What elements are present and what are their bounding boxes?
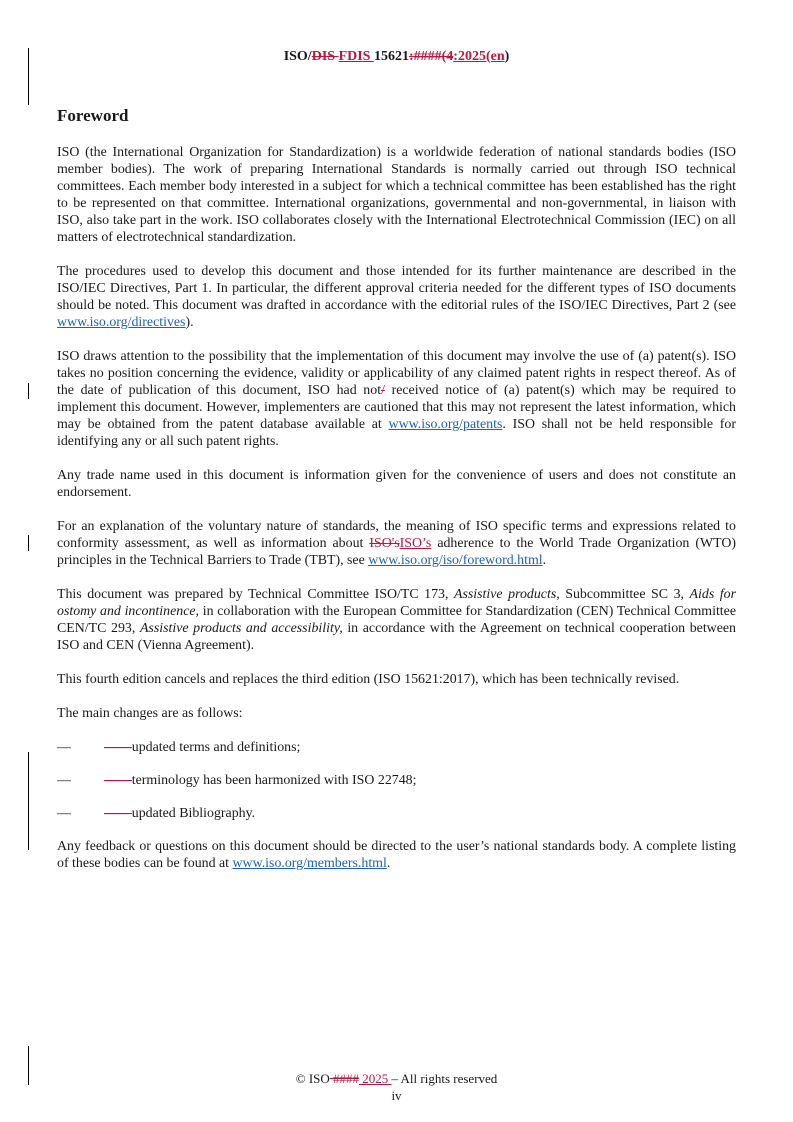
text: – All rights reserved bbox=[391, 1071, 498, 1086]
paragraph: This fourth edition cancels and replaces the third edition (ISO 15621:2017), which has been technically revised. bbox=[57, 672, 680, 687]
italic-text: Assistive products and accessibility, bbox=[139, 621, 343, 636]
list-dash: — bbox=[57, 806, 71, 821]
list-dash: — bbox=[57, 773, 71, 788]
paragraph: Any trade name used in this document is information given for the convenience of users and does not constitute an endorsement. bbox=[57, 468, 736, 500]
header-number: 15621 bbox=[373, 49, 409, 64]
inserted-text: ISO’s bbox=[399, 536, 432, 551]
list-text: updated Bibliography. bbox=[131, 806, 256, 821]
paragraph bbox=[57, 263, 736, 331]
change-bar bbox=[28, 535, 29, 551]
header-pre: ISO/ bbox=[283, 49, 312, 64]
text: For an explanation of the voluntary nature of standards, the meaning of ISO specific terms and expressions related to conformity assessment, as well as information about bbox=[57, 519, 736, 551]
italic-text: Assistive products bbox=[453, 587, 557, 602]
page-footer bbox=[0, 1070, 793, 1104]
members-link[interactable]: www.iso.org/members.html bbox=[232, 856, 387, 871]
deleted-text: #### bbox=[329, 1071, 360, 1086]
page-number: iv bbox=[391, 1088, 402, 1103]
text: in accordance with the Agreement on technical cooperation between ISO and CEN (Vienna Agreement). bbox=[57, 621, 736, 653]
paragraph bbox=[57, 348, 736, 450]
deleted-text: ISO's bbox=[369, 536, 400, 551]
text: adherence to the World Trade Organization (WTO) principles in the Technical Barriers to Trade (TBT), see bbox=[57, 536, 736, 568]
text: , Subcommittee SC 3, bbox=[556, 587, 690, 602]
text: This document was prepared by Technical Committee ISO/TC 173, bbox=[57, 587, 454, 602]
text: © ISO bbox=[295, 1071, 330, 1086]
paragraph bbox=[57, 518, 736, 569]
document-header bbox=[0, 49, 793, 65]
list-text: terminology has been harmonized with ISO 22748; bbox=[131, 773, 417, 788]
list-item bbox=[57, 805, 736, 822]
inserted-text: 2025 bbox=[359, 1071, 392, 1086]
text: ). bbox=[185, 315, 194, 330]
header-post: ) bbox=[504, 49, 510, 64]
paragraph: ISO (the International Organization for Standardization) is a worldwide federation of national standards bodies (ISO member bodies). The work of preparing International Standards is normally carried out through ISO technical committees. Each member body interested in a subject for which a technical committee has been established has the right to be represented on that committee. International organizations, governmental and non-governmental, in liaison with ISO, also take part in the work. ISO collaborates closely with the International Electrotechnical Commission (IEC) on all matters of electrotechnical standardization. bbox=[57, 145, 736, 245]
text: received notice of (a) patent(s) which may be required to implement this document. However, implementers are cautioned that this may not represent the latest information, which may be obtained from the patent database available at bbox=[57, 383, 736, 432]
deleted-text: —— bbox=[104, 740, 132, 755]
list-item bbox=[57, 772, 736, 789]
text: Any feedback or questions on this document should be directed to the user’s national standards body. A complete listing of these bodies can be found at bbox=[57, 839, 736, 871]
deleted-text: —— bbox=[104, 773, 132, 788]
text: . bbox=[542, 553, 547, 568]
inserted-text: FDIS bbox=[338, 49, 374, 64]
list-dash: — bbox=[57, 740, 71, 755]
text: in collaboration with the European Committee for Standardization (CEN) Technical Committee CEN/TC 293, bbox=[57, 604, 736, 636]
deleted-text: DIS bbox=[311, 49, 339, 64]
document-body bbox=[57, 144, 736, 889]
text: . bbox=[386, 856, 391, 871]
paragraph bbox=[57, 838, 736, 872]
page-title: Foreword bbox=[57, 106, 129, 125]
text: ISO draws attention to the possibility that the implementation of this document may involve the use of (a) patent(s). ISO takes no position concerning the evidence, validity or applicability of any claimed patent rights in respect thereof. As of the date of publication of this document, ISO had not bbox=[57, 349, 736, 398]
patents-link[interactable]: www.iso.org/patents bbox=[388, 417, 503, 432]
paragraph bbox=[57, 586, 736, 654]
deleted-text: —— bbox=[104, 806, 132, 821]
text: The procedures used to develop this document and those intended for its further maintenance are described in the ISO/IEC Directives, Part 1. In particular, the different approval criteria needed for the different types of ISO documents should be noted. This document was drafted in accordance with the editorial rules of the ISO/IEC Directives, Part 2 (see bbox=[57, 264, 736, 313]
change-bar bbox=[28, 752, 29, 850]
inserted-text: :2025(en bbox=[453, 49, 505, 64]
list-item bbox=[57, 739, 736, 756]
paragraph: The main changes are as follows: bbox=[57, 706, 243, 721]
foreword-link[interactable]: www.iso.org/iso/foreword.html bbox=[368, 553, 543, 568]
italic-text: Aids for ostomy and incontinence, bbox=[57, 587, 736, 619]
copyright bbox=[0, 1070, 793, 1087]
list-text: updated terms and definitions; bbox=[131, 740, 301, 755]
text: . ISO shall not be held responsible for identifying any or all such patent rights. bbox=[57, 417, 736, 449]
directives-link[interactable]: www.iso.org/directives bbox=[57, 315, 186, 330]
deleted-text: :####(4 bbox=[408, 49, 454, 64]
deleted-text: / bbox=[381, 383, 385, 398]
change-bar bbox=[28, 383, 29, 399]
